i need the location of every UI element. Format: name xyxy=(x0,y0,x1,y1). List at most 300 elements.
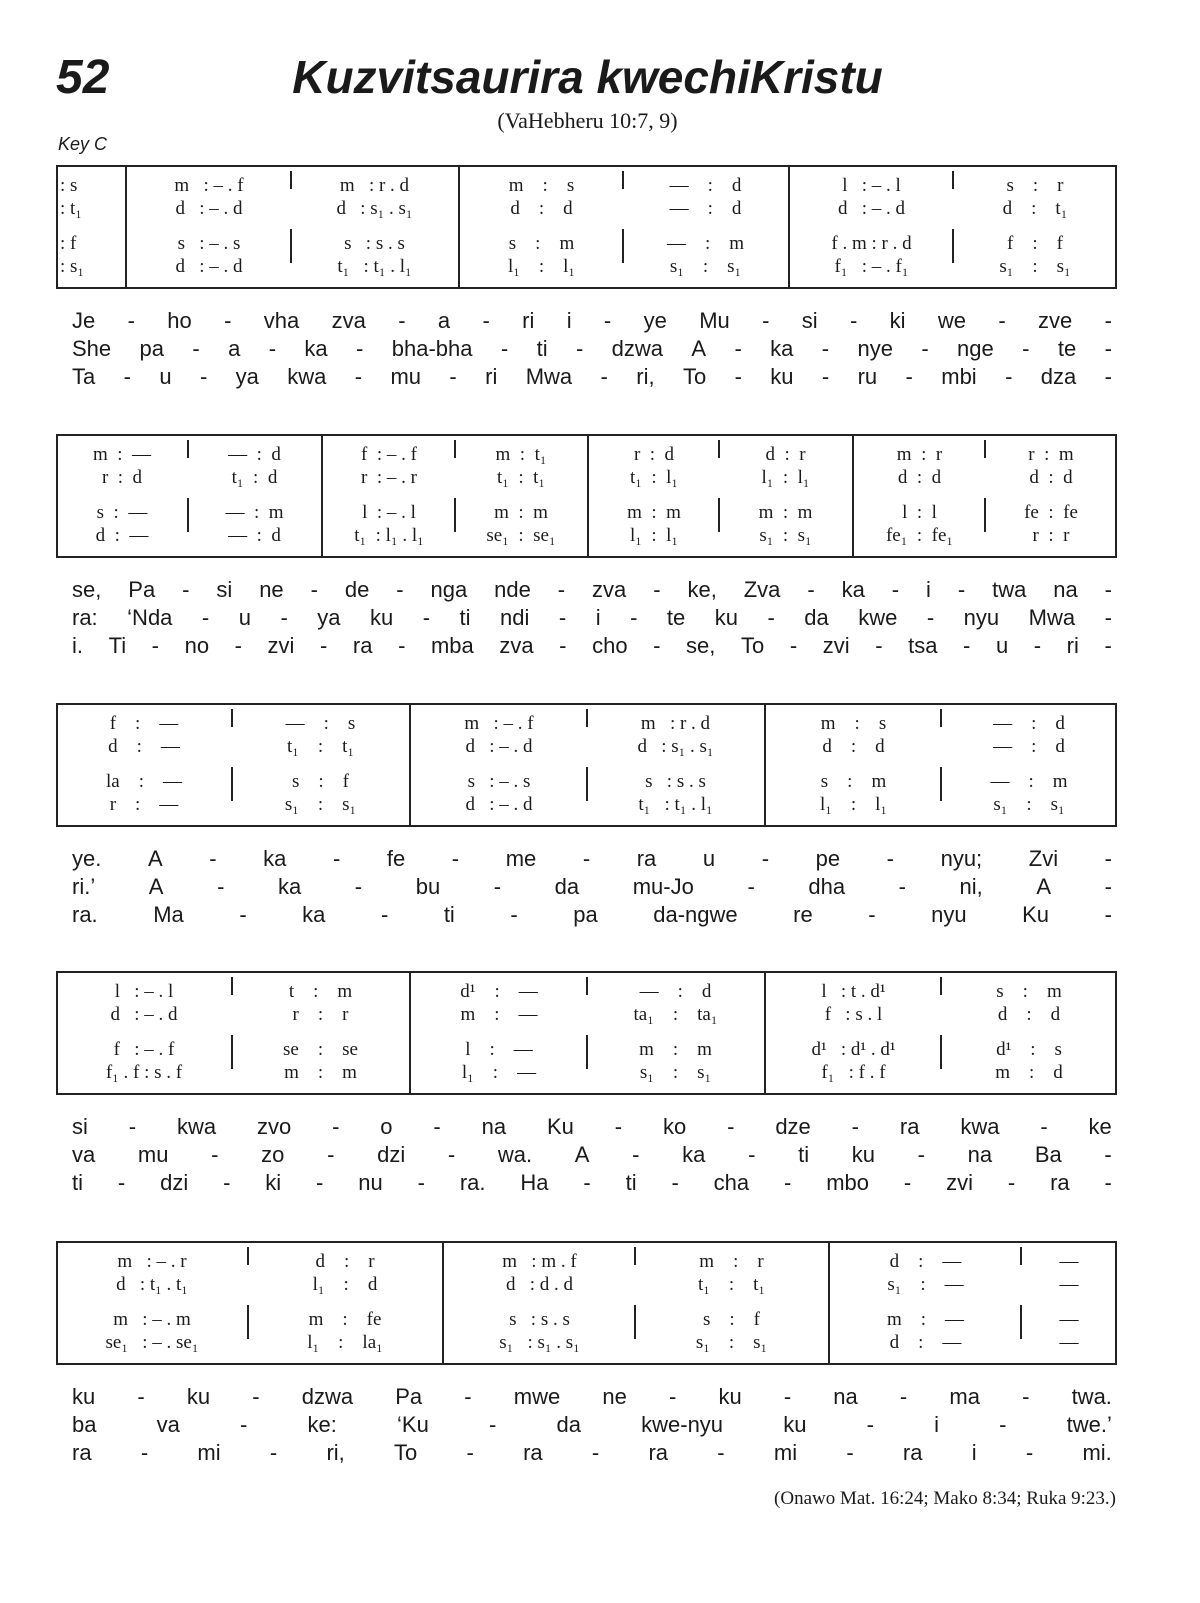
lyric-syllable: - xyxy=(489,1412,497,1437)
lyric-syllable: dzi xyxy=(160,1170,189,1195)
lyric-syllable: - xyxy=(582,846,591,871)
lyric-syllable: zvo xyxy=(256,1114,292,1139)
notes-tenor: l : – . l xyxy=(362,502,416,523)
lyric-syllable: Pa xyxy=(395,1384,423,1409)
notes-bass: t₁ : t₁ . l₁ xyxy=(337,256,412,277)
lyrics-block xyxy=(72,1113,1112,1197)
lyric-syllable: da xyxy=(556,1412,581,1437)
lyric-syllable: re xyxy=(793,902,813,927)
measure-cell xyxy=(56,167,125,287)
lyric-syllable: da xyxy=(554,874,580,899)
notes-tenor: s : — xyxy=(96,502,148,523)
notes-alto: d : – . d xyxy=(175,198,243,219)
lyric-syllable: - xyxy=(1104,308,1112,333)
notes-alto: : t₁ xyxy=(60,198,82,219)
notes-bass: l₁ : la₁ xyxy=(307,1332,383,1353)
notes-tenor: se : se xyxy=(283,1039,358,1060)
lyric-syllable: - xyxy=(482,308,490,333)
lyric-syllable: - xyxy=(600,364,608,389)
notes-alto: — xyxy=(1059,1274,1079,1295)
notes-tenor: m : m xyxy=(758,502,813,523)
notes-soprano: — : d xyxy=(639,981,712,1002)
lyric-syllable: - xyxy=(850,308,858,333)
lyric-syllable: ye. xyxy=(72,846,102,871)
notes-alto: d : – . d xyxy=(465,736,533,757)
lyric-syllable: - xyxy=(875,633,883,658)
lyrics-verse-3 xyxy=(72,363,1112,391)
lyric-syllable: mu xyxy=(390,364,422,389)
measure-cell xyxy=(248,1243,442,1363)
lyric-syllable: te xyxy=(1057,336,1077,361)
lyric-syllable: wa. xyxy=(497,1142,533,1167)
lyric-syllable: ri, xyxy=(326,1440,345,1465)
lyric-syllable: o xyxy=(380,1114,393,1139)
lyric-syllable: ka xyxy=(302,902,326,927)
lyrics-verse-1 xyxy=(72,845,1112,873)
lyric-syllable: - xyxy=(1104,1142,1112,1167)
notes-soprano: m : t₁ xyxy=(495,444,547,465)
lyric-syllable: Mu xyxy=(699,308,730,333)
notes-bass: fe₁ : fe₁ xyxy=(885,525,954,546)
lyric-syllable: - xyxy=(614,1114,623,1139)
lyric-syllable: u xyxy=(995,633,1009,658)
lyric-syllable: ku xyxy=(718,1384,742,1409)
notes-soprano: r : d xyxy=(633,444,675,465)
notes-tenor: fe : fe xyxy=(1024,502,1078,523)
lyric-syllable: - xyxy=(926,605,935,630)
lyric-syllable: - xyxy=(354,874,363,899)
lyric-syllable: Je xyxy=(72,308,96,333)
lyric-syllable: we xyxy=(937,308,967,333)
notes-bass: s₁ : s₁ xyxy=(284,794,357,815)
lyric-syllable: dzwa xyxy=(611,336,664,361)
notes-alto: t₁ : t₁ xyxy=(697,1274,766,1295)
lyric-syllable: ‘Nda xyxy=(127,605,173,630)
notes-bass: l₁ : l₁ xyxy=(507,256,576,277)
lyric-syllable: na xyxy=(1053,577,1078,602)
lyric-syllable: Mwa xyxy=(525,364,573,389)
lyrics-verse-2 xyxy=(72,873,1112,901)
measure-cell xyxy=(788,167,953,287)
lyric-syllable: se, xyxy=(72,577,102,602)
lyric-syllable: ka xyxy=(682,1142,706,1167)
notes-alto: d : d . d xyxy=(505,1274,574,1295)
lyric-syllable: - xyxy=(653,633,661,658)
lyric-syllable: ni, xyxy=(959,874,983,899)
measure-cell xyxy=(291,167,458,287)
lyric-syllable: - xyxy=(671,1170,679,1195)
lyric-syllable: dzi xyxy=(377,1142,406,1167)
lyric-syllable: - xyxy=(123,364,131,389)
notes-soprano: m : s xyxy=(820,713,887,734)
notes-bass: s₁ : s₁ xyxy=(993,794,1065,815)
notes-soprano: m : r . d xyxy=(640,713,711,734)
lyric-syllable: - xyxy=(1007,1170,1016,1195)
lyric-syllable: A xyxy=(1036,874,1052,899)
notes-bass: l₁ : l₁ xyxy=(629,525,679,546)
key-signature: Key C xyxy=(58,134,108,154)
lyric-syllable: - xyxy=(151,633,159,658)
lyric-syllable: ya xyxy=(317,605,341,630)
measure-cell xyxy=(635,1243,828,1363)
lyric-syllable: - xyxy=(653,577,661,602)
lyric-syllable: cha xyxy=(713,1170,750,1195)
lyric-syllable: - xyxy=(280,605,288,630)
lyric-syllable: zvi xyxy=(267,633,295,658)
notes-soprano: — : d xyxy=(993,713,1065,734)
lyric-syllable: - xyxy=(1104,364,1112,389)
lyric-syllable: zve xyxy=(1038,308,1073,333)
lyrics-verse-2 xyxy=(72,335,1112,363)
lyric-syllable: kwe xyxy=(858,605,898,630)
lyric-syllable: - xyxy=(493,874,502,899)
lyric-syllable: i. xyxy=(72,633,83,658)
lyric-syllable: - xyxy=(921,336,929,361)
notes-tenor: s : – . s xyxy=(467,771,531,792)
lyric-syllable: - xyxy=(957,577,966,602)
notes-alto: t₁ : l₁ xyxy=(629,467,679,488)
notes-soprano: f : — xyxy=(109,713,179,734)
notes-alto: s₁ : — xyxy=(887,1274,964,1295)
notes-bass: s₁ : s₁ xyxy=(639,1062,712,1083)
lyric-syllable: twe.’ xyxy=(1066,1412,1112,1437)
lyric-syllable: - xyxy=(734,336,742,361)
lyric-syllable: nge xyxy=(957,336,994,361)
measure-cell xyxy=(321,436,455,556)
lyric-syllable: si xyxy=(72,1114,88,1139)
notes-bass: t₁ : t₁ . l₁ xyxy=(638,794,713,815)
lyric-syllable: - xyxy=(868,902,876,927)
notes-tenor: m : m xyxy=(639,1039,712,1060)
lyric-syllable: - xyxy=(240,1412,248,1437)
notes-soprano: l : t . d¹ xyxy=(821,981,886,1002)
lyric-syllable: kwa xyxy=(960,1114,1000,1139)
notes-alto: d : d xyxy=(510,198,573,219)
lyric-syllable: ku xyxy=(714,605,738,630)
notes-soprano: f : – . f xyxy=(361,444,417,465)
lyric-syllable: - xyxy=(727,1114,735,1139)
music-system xyxy=(56,1241,1117,1365)
lyric-syllable: - xyxy=(668,1384,677,1409)
lyric-syllable: - xyxy=(380,902,389,927)
measure-cell xyxy=(587,973,764,1093)
lyric-syllable: ti xyxy=(72,1170,83,1195)
lyrics-verse-1 xyxy=(72,1113,1112,1141)
notes-soprano: — : d xyxy=(228,444,281,465)
lyric-syllable: zva xyxy=(592,577,627,602)
lyric-syllable: - xyxy=(789,633,798,658)
lyric-syllable: - xyxy=(784,1170,792,1195)
lyric-syllable: - xyxy=(905,364,913,389)
lyric-syllable: ri.’ xyxy=(72,874,96,899)
lyric-syllable: - xyxy=(211,1142,219,1167)
lyric-syllable: ri xyxy=(522,308,535,333)
lyric-syllable: - xyxy=(783,1384,792,1409)
lyric-syllable: zvi xyxy=(822,633,850,658)
lyric-syllable: - xyxy=(963,633,971,658)
measure-cell xyxy=(941,973,1117,1093)
lyric-syllable: - xyxy=(140,1440,149,1465)
lyric-syllable: tsa xyxy=(908,633,938,658)
notes-bass: — : d xyxy=(228,525,281,546)
lyric-syllable: Ku xyxy=(1022,902,1050,927)
measure-cell xyxy=(985,436,1117,556)
lyric-syllable: ka xyxy=(304,336,328,361)
lyric-syllable: - xyxy=(1022,336,1030,361)
notes-bass: d : — xyxy=(95,525,149,546)
lyric-syllable: Ha xyxy=(520,1170,549,1195)
lyric-syllable: - xyxy=(761,846,770,871)
measure-cell xyxy=(56,705,232,825)
lyric-syllable: bu xyxy=(415,874,441,899)
notes-tenor: : f xyxy=(60,233,77,254)
lyric-syllable: ka xyxy=(277,874,302,899)
lyric-syllable: zva xyxy=(331,308,366,333)
lyric-syllable: ri, xyxy=(636,364,655,389)
notes-alto: d : d xyxy=(822,736,885,757)
lyric-syllable: ki xyxy=(265,1170,282,1195)
lyric-syllable: no xyxy=(184,633,210,658)
lyric-syllable: nde xyxy=(494,577,531,602)
lyric-syllable: si xyxy=(801,308,818,333)
lyric-syllable: va xyxy=(72,1142,96,1167)
lyric-syllable: - xyxy=(1025,1440,1034,1465)
notes-tenor: s : f xyxy=(703,1309,760,1330)
lyric-syllable: na xyxy=(481,1114,507,1139)
notes-bass: f₁ : f . f xyxy=(821,1062,886,1083)
notes-soprano: m : r xyxy=(896,444,943,465)
measure-cell xyxy=(232,973,409,1093)
lyric-syllable: de xyxy=(344,577,370,602)
lyric-syllable: ki xyxy=(889,308,906,333)
lyric-syllable: pe xyxy=(815,846,841,871)
lyric-syllable: - xyxy=(1033,633,1042,658)
measure-cell xyxy=(623,167,788,287)
lyric-syllable: da xyxy=(804,605,829,630)
lyric-syllable: - xyxy=(310,577,318,602)
lyric-syllable: fe xyxy=(386,846,406,871)
lyric-syllable: - xyxy=(316,1170,324,1195)
lyric-syllable: - xyxy=(591,1440,600,1465)
notes-bass: s₁ : s₁ xyxy=(759,525,812,546)
lyric-syllable: Zva xyxy=(743,577,781,602)
lyric-syllable: nu xyxy=(358,1170,383,1195)
lyric-syllable: To xyxy=(682,364,707,389)
music-system xyxy=(56,971,1117,1095)
lyric-syllable: ra xyxy=(523,1440,543,1465)
footer-references: (Onawo Mat. 16:24; Mako 8:34; Ruka 9:23.) xyxy=(774,1488,1116,1509)
notes-bass: d : – . d xyxy=(465,794,533,815)
notes-bass: l₁ : — xyxy=(461,1062,537,1083)
notes-tenor: m : m xyxy=(494,502,548,523)
measure-cell xyxy=(188,436,321,556)
notes-alto: r : r xyxy=(292,1004,349,1025)
lyric-syllable: - xyxy=(449,364,457,389)
notes-soprano: m : — xyxy=(92,444,152,465)
lyric-syllable: mbi xyxy=(941,364,977,389)
lyric-syllable: nyu; xyxy=(940,846,983,871)
lyric-syllable: Pa xyxy=(128,577,156,602)
lyric-syllable: - xyxy=(209,846,217,871)
notes-tenor: l : l xyxy=(902,502,937,523)
lyric-syllable: kwa xyxy=(287,364,327,389)
notes-alto: d : d xyxy=(1029,467,1073,488)
lyric-syllable: u xyxy=(159,364,172,389)
lyric-syllable: ra xyxy=(1050,1170,1070,1195)
lyric-syllable: na xyxy=(833,1384,858,1409)
lyric-syllable: - xyxy=(234,633,242,658)
notes-bass: t₁ : l₁ . l₁ xyxy=(354,525,424,546)
notes-soprano: : s xyxy=(60,175,78,196)
lyric-syllable: dha xyxy=(808,874,846,899)
lyric-syllable: - xyxy=(466,1440,474,1465)
lyrics-block xyxy=(72,576,1112,660)
notes-bass: r : — xyxy=(109,794,179,815)
lyric-syllable: mu xyxy=(137,1142,169,1167)
music-system xyxy=(56,165,1117,289)
lyric-syllable: ra. xyxy=(72,902,98,927)
notes-tenor: d¹ : d¹ . d¹ xyxy=(811,1039,896,1060)
notes-tenor: d¹ : s xyxy=(996,1039,1062,1060)
lyric-syllable: bha-bha xyxy=(391,336,473,361)
measure-cell xyxy=(852,436,985,556)
lyric-syllable: ra xyxy=(352,633,373,658)
lyric-syllable: ru xyxy=(857,364,878,389)
notes-alto: t₁ : t₁ xyxy=(496,467,546,488)
measure-cell xyxy=(587,436,719,556)
lyric-syllable: ra: xyxy=(72,605,98,630)
lyric-syllable: - xyxy=(1104,605,1112,630)
lyric-syllable: ke: xyxy=(307,1412,337,1437)
lyric-syllable: - xyxy=(748,1142,756,1167)
lyric-syllable: - xyxy=(917,1142,925,1167)
notes-soprano: m : r . d xyxy=(339,175,410,196)
lyric-syllable: - xyxy=(821,336,830,361)
scripture-reference: (VaHebheru 10:7, 9) xyxy=(497,108,678,133)
lyric-syllable: - xyxy=(1022,1384,1030,1409)
lyric-syllable: ti xyxy=(798,1142,810,1167)
notes-alto: d : — xyxy=(108,736,180,757)
lyric-syllable: mi xyxy=(773,1440,798,1465)
notes-bass: f₁ : – . f₁ xyxy=(834,256,909,277)
lyric-syllable: i xyxy=(595,605,601,630)
lyric-syllable: si xyxy=(216,577,233,602)
lyrics-verse-3 xyxy=(72,1439,1112,1467)
lyric-syllable: - xyxy=(224,308,232,333)
lyric-syllable: - xyxy=(117,1170,126,1195)
measure-cell xyxy=(232,705,409,825)
notes-tenor: m : — xyxy=(886,1309,965,1330)
lyric-syllable: - xyxy=(433,1114,441,1139)
lyric-syllable: - xyxy=(354,364,363,389)
lyric-syllable: - xyxy=(127,308,135,333)
lyric-syllable: ra xyxy=(648,1440,669,1465)
lyric-syllable: i xyxy=(926,577,931,602)
measure-cell xyxy=(941,705,1117,825)
lyric-syllable: ti xyxy=(459,605,471,630)
lyric-syllable: i xyxy=(971,1440,977,1465)
lyric-syllable: - xyxy=(1104,1170,1112,1195)
lyric-syllable: Ti xyxy=(108,633,127,658)
notes-alto: ta₁ : ta₁ xyxy=(633,1004,718,1025)
lyric-syllable: - xyxy=(583,1170,591,1195)
notes-tenor: f : f xyxy=(1007,233,1063,254)
notes-soprano: m : – . f xyxy=(174,175,244,196)
lyric-syllable: ti xyxy=(625,1170,637,1195)
notes-soprano: s : m xyxy=(996,981,1062,1002)
lyric-syllable: - xyxy=(396,577,404,602)
notes-soprano: s : r xyxy=(1006,175,1064,196)
lyric-syllable: ra. xyxy=(459,1170,486,1195)
lyric-syllable: - xyxy=(1104,874,1112,899)
lyric-syllable: She xyxy=(72,336,112,361)
lyrics-verse-3 xyxy=(72,632,1112,660)
notes-alto: d : – . d xyxy=(110,1004,178,1025)
lyric-syllable: te xyxy=(666,605,686,630)
lyric-syllable: vha xyxy=(263,308,300,333)
lyric-syllable: zva xyxy=(499,633,534,658)
lyric-syllable: ra xyxy=(902,1440,923,1465)
lyric-syllable: Ta xyxy=(72,364,96,389)
lyric-syllable: - xyxy=(630,605,638,630)
hymn-number: 52 xyxy=(56,51,110,104)
lyric-syllable: ku xyxy=(370,605,394,630)
notes-tenor: m : m xyxy=(627,502,681,523)
notes-bass: m : d xyxy=(995,1062,1063,1083)
notes-bass: m : m xyxy=(284,1062,357,1083)
lyric-syllable: - xyxy=(192,336,200,361)
lyric-syllable: mi. xyxy=(1082,1440,1112,1465)
lyrics-verse-1 xyxy=(72,307,1112,335)
lyric-syllable: - xyxy=(557,577,566,602)
lyric-syllable: - xyxy=(417,1170,425,1195)
measure-cell xyxy=(455,436,587,556)
notes-alto: d : d xyxy=(997,1004,1061,1025)
lyric-syllable: Ma xyxy=(153,902,184,927)
notes-alto: — : d xyxy=(669,198,742,219)
notes-alto: d : t₁ . t₁ xyxy=(116,1274,188,1295)
lyric-syllable: pa xyxy=(139,336,165,361)
lyric-syllable: ye xyxy=(643,308,667,333)
lyric-syllable: ne xyxy=(259,577,284,602)
lyric-syllable: mba xyxy=(430,633,474,658)
notes-soprano: — : d xyxy=(669,175,742,196)
lyric-syllable: ra xyxy=(636,846,657,871)
lyric-syllable: - xyxy=(398,308,406,333)
lyric-syllable: ku xyxy=(72,1384,96,1409)
lyric-syllable: - xyxy=(632,1142,640,1167)
notes-alto: t₁ : t₁ xyxy=(286,736,355,757)
measure-cell xyxy=(56,1243,248,1363)
lyric-syllable: Ba xyxy=(1034,1142,1062,1167)
notes-tenor: f . m : r . d xyxy=(831,233,912,254)
lyric-syllable: - xyxy=(807,577,815,602)
notes-soprano: r : m xyxy=(1028,444,1074,465)
notes-tenor: — xyxy=(1059,1309,1079,1330)
lyrics-block xyxy=(72,307,1112,391)
lyric-syllable: A xyxy=(691,336,707,361)
notes-tenor: s : f xyxy=(292,771,349,792)
lyric-syllable: mwe xyxy=(513,1384,561,1409)
lyric-syllable: - xyxy=(767,605,775,630)
lyric-syllable: ra xyxy=(72,1440,92,1465)
notes-soprano: t : m xyxy=(288,981,353,1002)
lyric-syllable: ko xyxy=(662,1114,687,1139)
lyric-syllable: ma xyxy=(949,1384,980,1409)
lyric-syllable: - xyxy=(747,874,755,899)
hymn-title: Kuzvitsaurira kwechiKristu xyxy=(292,51,883,103)
notes-tenor: l : — xyxy=(465,1039,533,1060)
